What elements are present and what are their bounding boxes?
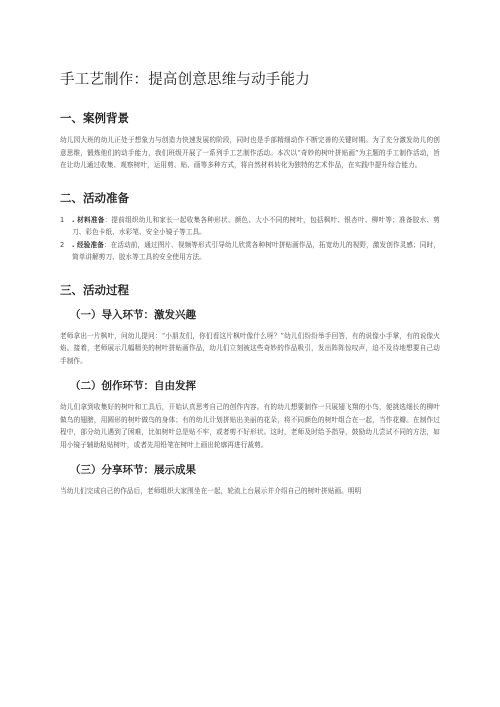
subsection-paragraph: 当幼儿们完成自己的作品后，老师组织大家围坐在一起，轮流上台展示并介绍自己的树叶拼贴画。明明 bbox=[60, 487, 362, 495]
list-term: . 材料准备 bbox=[72, 215, 105, 224]
preparation-list bbox=[60, 214, 440, 264]
list-text: ：在活动前，通过图片、视频等形式引导幼儿欣赏各种树叶拼贴画作品，拓宽幼儿的视野，激发创作灵感；同时，简单讲解剪刀、胶水等工具的安全使用方法。 bbox=[72, 240, 440, 261]
subsection-heading: （二）创作环节：自由发挥 bbox=[70, 380, 196, 392]
subsection-paragraph: 老师拿出一片枫叶，问幼儿提问：“小朋友们，你们看这片枫叶像什么呀？”幼儿们纷纷举手回答，有的说像小手掌，有的说像火焰。接着，老师展示几幅精美的树叶拼贴画作品，幼儿们立刻被这些奇妙的作品吸引，发出阵阵惊叹声，迫不及待地想要自己动手制作。 bbox=[60, 331, 440, 365]
section-activity-process bbox=[60, 282, 440, 498]
section-paragraph: 幼儿园大班的幼儿正处于想象力与创造力快速发展的阶段，同时也是手部精细动作不断完善的关键时期。为了充分激发幼儿的创意思维，锻炼他们的动手能力，我们班级开展了一系列手工艺制作活动。本次以“奇妙的树叶拼贴画”为主题的手工制作活动，旨在让幼儿通过收集、观察树叶，运用剪、贴、画等多种方式，将自然材料转化为独特的艺术作品，在实践中提升综合能力。 bbox=[60, 136, 440, 169]
subsection-sharing bbox=[60, 463, 440, 498]
section-heading: 三、活动过程 bbox=[60, 282, 129, 297]
subsection-paragraph: 幼儿们拿到收集好的树叶和工具后，开始认真思考自己的创作内容。有的幼儿想要制作一只展翅飞翔的小鸟，便挑选细长的柳叶做鸟的翅膀，用圆形的树叶做鸟的身体；有的幼儿计划拼贴出美丽的花朵，将不同颜色的树叶组合在一起，当作花瓣。在制作过程中，部分幼儿遇到了困难，比如树叶总是贴不牢，或者剪不好形状。这时，老师及时给予指导，鼓励幼儿尝试不同的方法，如用小镜子辅助粘贴树叶，或者先用铅笔在树叶上画出轮廓再进行裁剪。 bbox=[60, 403, 440, 449]
subsection-creation bbox=[60, 379, 440, 451]
list-item bbox=[60, 239, 440, 264]
subsection-intro bbox=[60, 308, 440, 368]
list-number: 1 bbox=[60, 215, 65, 224]
section-activity-preparation bbox=[60, 190, 440, 264]
section-heading: 一、案例背景 bbox=[60, 111, 129, 125]
section-case-background bbox=[60, 110, 440, 172]
subsection-heading: （一）导入环节：激发兴趣 bbox=[70, 308, 196, 321]
list-item bbox=[60, 214, 440, 239]
list-term: . 经验准备 bbox=[72, 240, 104, 249]
subsection-heading: （三）分享环节：展示成果 bbox=[70, 464, 196, 476]
list-number: 2 bbox=[60, 240, 65, 249]
list-text: ：提前组织幼儿和家长一起收集各种形状、颜色、大小不同的树叶，包括枫叶、银杏叶、柳叶等；准备胶水、剪刀、彩色卡纸、水彩笔、安全小镜子等工具。 bbox=[72, 215, 440, 236]
section-heading: 二、活动准备 bbox=[60, 190, 129, 205]
page-title: 手工艺制作：提高创意思维与动手能力 bbox=[60, 72, 310, 88]
document-page bbox=[60, 70, 440, 510]
